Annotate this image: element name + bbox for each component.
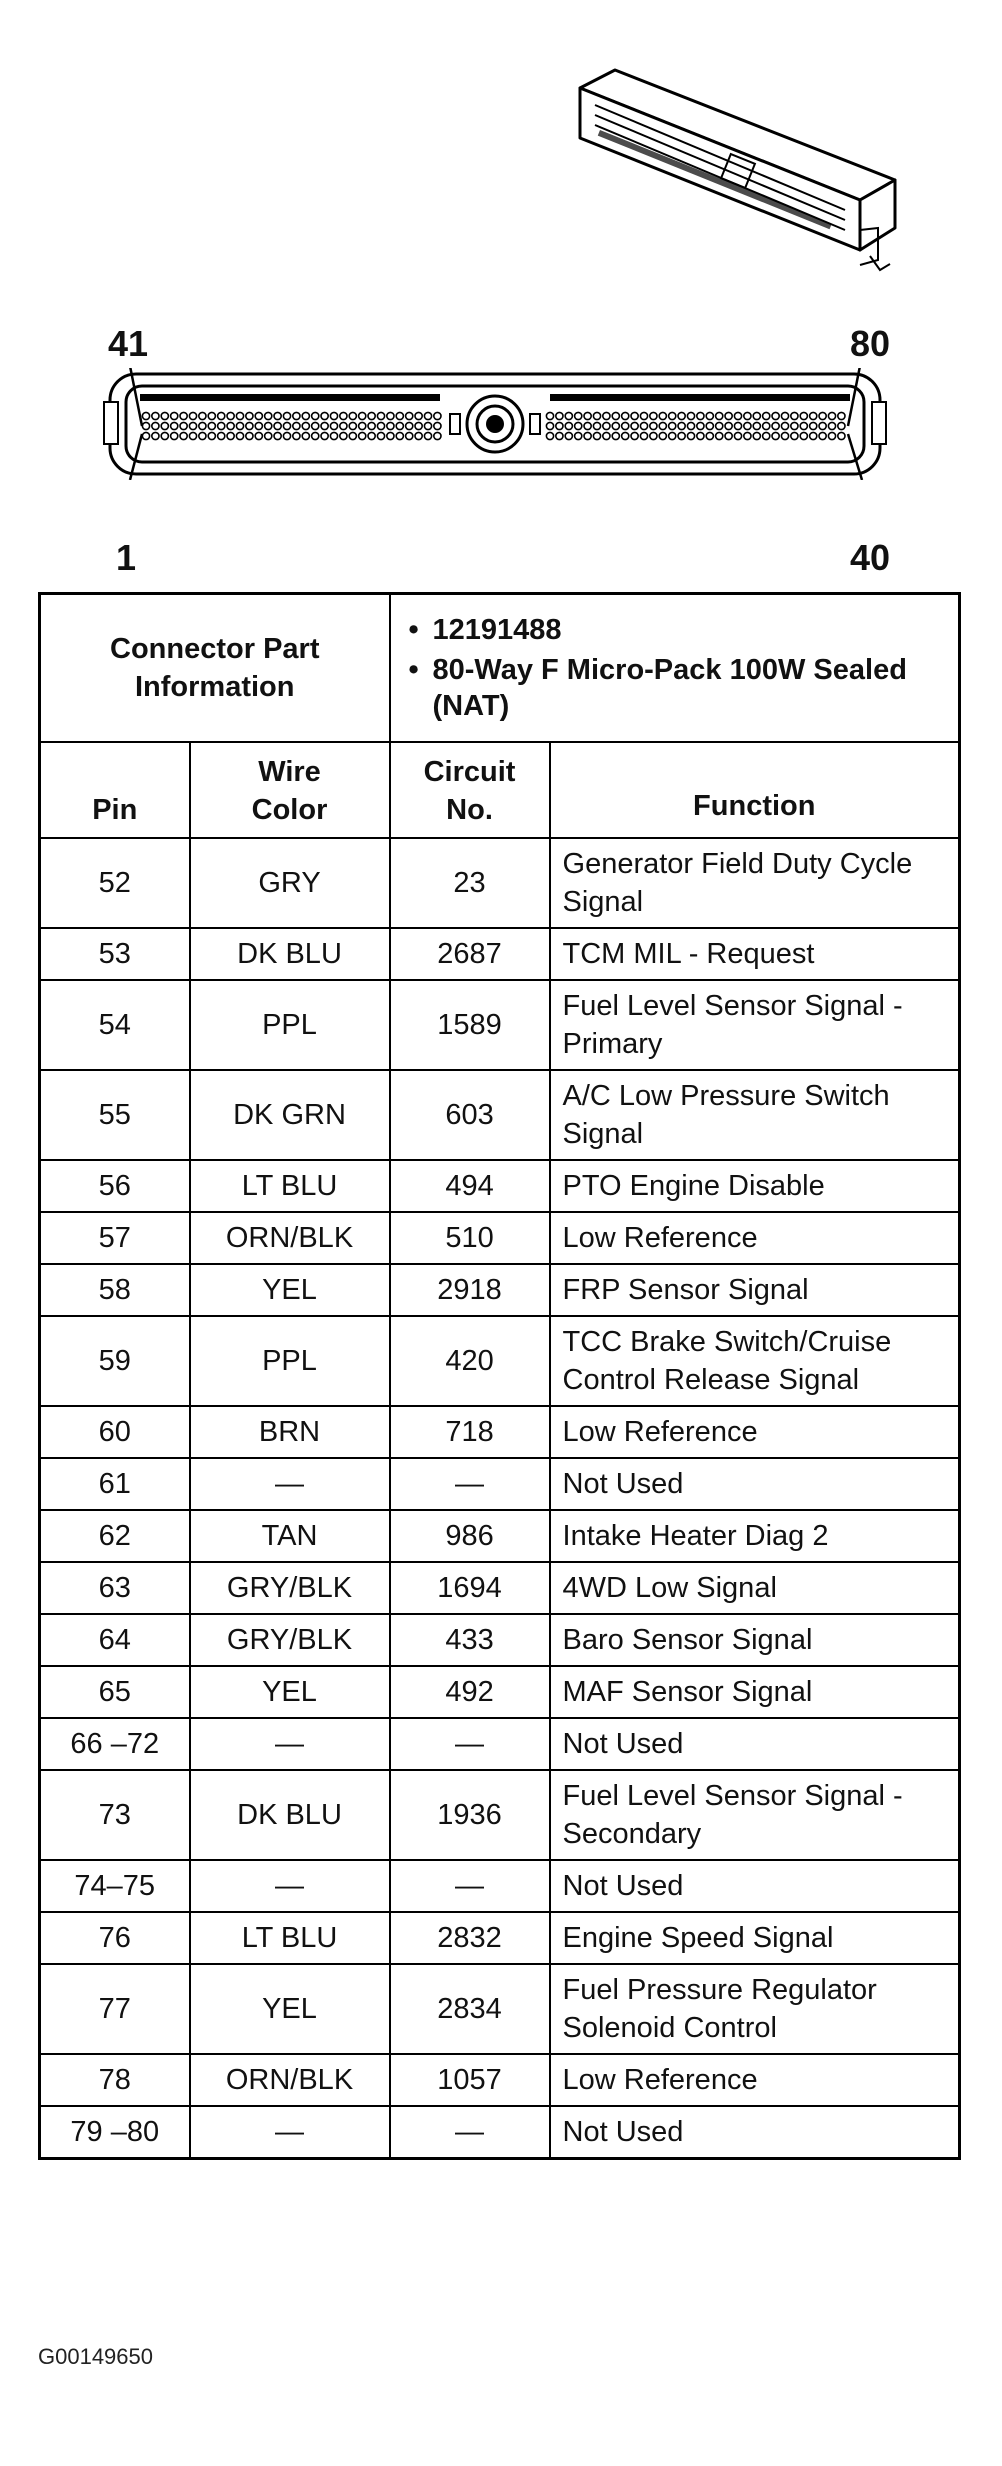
- circuit-no-cell: —: [390, 1458, 550, 1510]
- connector-part-details: [390, 594, 960, 742]
- function-cell: Engine Speed Signal: [550, 1912, 960, 1964]
- wire-color-cell: YEL: [190, 1666, 390, 1718]
- connector-isometric-image: [560, 60, 920, 300]
- pin-cell: 73: [40, 1770, 190, 1860]
- pin-cell: 58: [40, 1264, 190, 1316]
- circuit-no-cell: 718: [390, 1406, 550, 1458]
- wire-color-cell: GRY/BLK: [190, 1614, 390, 1666]
- table-row: [40, 1718, 960, 1770]
- circuit-no-cell: 2687: [390, 928, 550, 980]
- pin-label-80: 80: [850, 323, 891, 364]
- pin-cell: 63: [40, 1562, 190, 1614]
- column-header-circuit-no: Circuit No.: [390, 742, 550, 838]
- table-row: [40, 838, 960, 928]
- function-cell: Fuel Level Sensor Signal - Secondary: [550, 1770, 960, 1860]
- wire-color-cell: —: [190, 1860, 390, 1912]
- function-cell: FRP Sensor Signal: [550, 1264, 960, 1316]
- wire-color-cell: —: [190, 1458, 390, 1510]
- circuit-no-cell: 510: [390, 1212, 550, 1264]
- table-row: [40, 1510, 960, 1562]
- circuit-no-cell: 433: [390, 1614, 550, 1666]
- table-row: [40, 928, 960, 980]
- wire-color-cell: BRN: [190, 1406, 390, 1458]
- function-cell: Not Used: [550, 1458, 960, 1510]
- circuit-no-cell: 420: [390, 1316, 550, 1406]
- table-row: [40, 1316, 960, 1406]
- pinout-table: [38, 592, 961, 2160]
- wire-color-cell: YEL: [190, 1964, 390, 2054]
- wire-color-cell: —: [190, 1718, 390, 1770]
- connector-info-row: [40, 594, 960, 742]
- connector-info-label: Connector Part Information: [40, 594, 390, 742]
- pin-label-1: 1: [116, 537, 137, 578]
- function-cell: A/C Low Pressure Switch Signal: [550, 1070, 960, 1160]
- wire-color-cell: DK BLU: [190, 1770, 390, 1860]
- function-cell: Low Reference: [550, 1212, 960, 1264]
- function-cell: Generator Field Duty Cycle Signal: [550, 838, 960, 928]
- circuit-no-cell: 1589: [390, 980, 550, 1070]
- column-header-row: [40, 742, 960, 838]
- table-row: [40, 1562, 960, 1614]
- table-row: [40, 1614, 960, 1666]
- pin-cell: 62: [40, 1510, 190, 1562]
- wire-color-cell: PPL: [190, 980, 390, 1070]
- pin-cell: 66 –72: [40, 1718, 190, 1770]
- pin-cell: 55: [40, 1070, 190, 1160]
- pin-cell: 78: [40, 2054, 190, 2106]
- table-row: [40, 2106, 960, 2159]
- function-cell: Baro Sensor Signal: [550, 1614, 960, 1666]
- circuit-no-cell: —: [390, 1860, 550, 1912]
- circuit-no-cell: 2834: [390, 1964, 550, 2054]
- function-cell: 4WD Low Signal: [550, 1562, 960, 1614]
- pinout-rows: [40, 838, 960, 2159]
- function-cell: Fuel Level Sensor Signal - Primary: [550, 980, 960, 1070]
- pin-cell: 65: [40, 1666, 190, 1718]
- table-row: [40, 1160, 960, 1212]
- part-description: • 80-Way F Micro-Pack 100W Sealed (NAT): [405, 652, 945, 724]
- wire-color-cell: LT BLU: [190, 1160, 390, 1212]
- function-cell: Not Used: [550, 1860, 960, 1912]
- wire-color-cell: GRY/BLK: [190, 1562, 390, 1614]
- table-row: [40, 1070, 960, 1160]
- column-header-wire-color: Wire Color: [190, 742, 390, 838]
- table-row: [40, 1458, 960, 1510]
- circuit-no-cell: 2918: [390, 1264, 550, 1316]
- pin-cell: 76: [40, 1912, 190, 1964]
- pin-cell: 52: [40, 838, 190, 928]
- circuit-no-cell: 603: [390, 1070, 550, 1160]
- pin-cell: 60: [40, 1406, 190, 1458]
- pin-cell: 77: [40, 1964, 190, 2054]
- circuit-no-cell: 494: [390, 1160, 550, 1212]
- table-row: [40, 1964, 960, 2054]
- function-cell: PTO Engine Disable: [550, 1160, 960, 1212]
- connector-face-image: [100, 368, 890, 480]
- pin-cell: 56: [40, 1160, 190, 1212]
- function-cell: Low Reference: [550, 2054, 960, 2106]
- pin-cell: 74–75: [40, 1860, 190, 1912]
- column-header-function: Function: [550, 742, 960, 838]
- function-cell: Not Used: [550, 1718, 960, 1770]
- function-cell: TCM MIL - Request: [550, 928, 960, 980]
- circuit-no-cell: 1694: [390, 1562, 550, 1614]
- circuit-no-cell: 492: [390, 1666, 550, 1718]
- wire-color-cell: ORN/BLK: [190, 1212, 390, 1264]
- column-header-pin: Pin: [40, 742, 190, 838]
- part-number: • 12191488: [405, 612, 945, 648]
- circuit-no-cell: 2832: [390, 1912, 550, 1964]
- pin-label-41: 41: [108, 323, 149, 364]
- wire-color-cell: YEL: [190, 1264, 390, 1316]
- circuit-no-cell: —: [390, 1718, 550, 1770]
- circuit-no-cell: 23: [390, 838, 550, 928]
- pin-cell: 61: [40, 1458, 190, 1510]
- table-row: [40, 1212, 960, 1264]
- circuit-no-cell: 1057: [390, 2054, 550, 2106]
- pin-label-40: 40: [850, 537, 891, 578]
- pin-cell: 54: [40, 980, 190, 1070]
- wire-color-cell: DK BLU: [190, 928, 390, 980]
- function-cell: Low Reference: [550, 1406, 960, 1458]
- wire-color-cell: ORN/BLK: [190, 2054, 390, 2106]
- circuit-no-cell: 986: [390, 1510, 550, 1562]
- connector-figure: [0, 0, 1002, 590]
- table-row: [40, 1770, 960, 1860]
- table-row: [40, 1406, 960, 1458]
- table-row: [40, 1264, 960, 1316]
- pin-cell: 57: [40, 1212, 190, 1264]
- wire-color-cell: TAN: [190, 1510, 390, 1562]
- table-row: [40, 1666, 960, 1718]
- function-cell: Intake Heater Diag 2: [550, 1510, 960, 1562]
- pin-cell: 59: [40, 1316, 190, 1406]
- function-cell: Fuel Pressure Regulator Solenoid Control: [550, 1964, 960, 2054]
- wire-color-cell: —: [190, 2106, 390, 2159]
- pin-cell: 79 –80: [40, 2106, 190, 2159]
- circuit-no-cell: —: [390, 2106, 550, 2159]
- table-row: [40, 1912, 960, 1964]
- wire-color-cell: GRY: [190, 838, 390, 928]
- table-row: [40, 980, 960, 1070]
- wire-color-cell: PPL: [190, 1316, 390, 1406]
- function-cell: Not Used: [550, 2106, 960, 2159]
- table-row: [40, 1860, 960, 1912]
- figure-code: G00149650: [38, 2344, 153, 2369]
- wire-color-cell: LT BLU: [190, 1912, 390, 1964]
- circuit-no-cell: 1936: [390, 1770, 550, 1860]
- wire-color-cell: DK GRN: [190, 1070, 390, 1160]
- function-cell: MAF Sensor Signal: [550, 1666, 960, 1718]
- table-row: [40, 2054, 960, 2106]
- pin-cell: 53: [40, 928, 190, 980]
- pin-cell: 64: [40, 1614, 190, 1666]
- function-cell: TCC Brake Switch/Cruise Control Release Signal: [550, 1316, 960, 1406]
